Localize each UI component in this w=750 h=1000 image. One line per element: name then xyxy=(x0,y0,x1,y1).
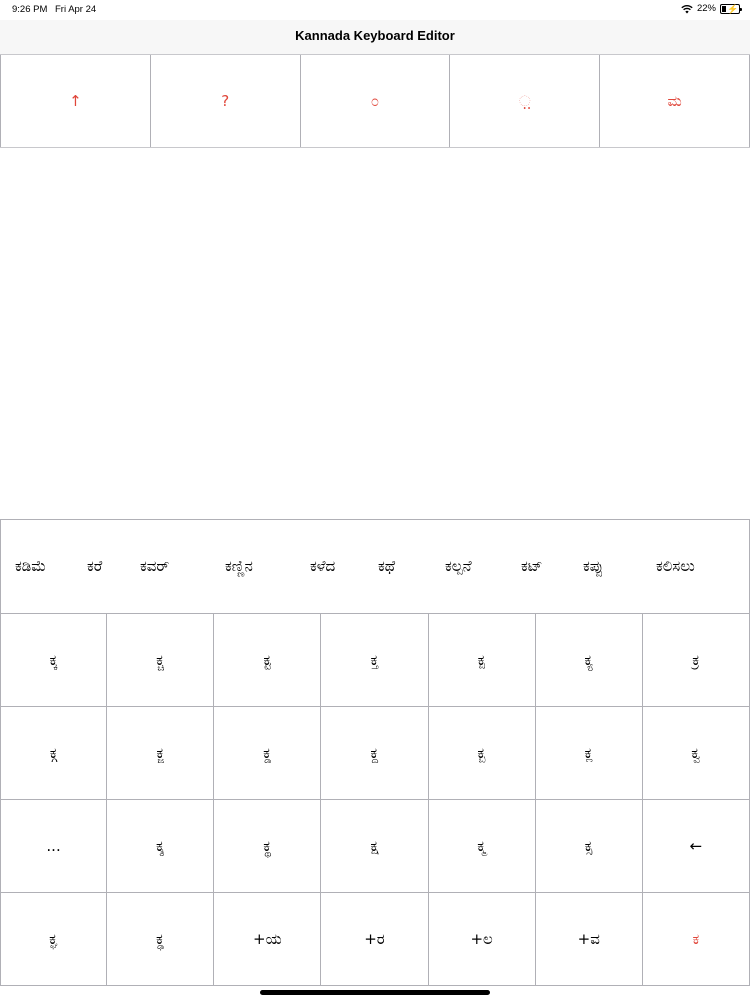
key-kdda[interactable]: ಕ್ಡ xyxy=(214,707,321,800)
nukta-key[interactable]: ಼ xyxy=(449,55,599,147)
suggestion-item[interactable]: ಕಥೆ xyxy=(378,557,396,575)
key-kja[interactable]: ಕ್ಜ xyxy=(107,707,214,800)
key-ktta[interactable]: ಕ್ಟ xyxy=(214,614,321,707)
key-kra[interactable]: ಕ್ರ xyxy=(643,614,750,707)
ma-key[interactable]: ಮ xyxy=(599,55,750,147)
add-ra-key[interactable]: +ರ xyxy=(321,893,428,986)
key-kssa[interactable]: ಕ್ಷ xyxy=(321,800,428,893)
status-bar xyxy=(0,0,750,20)
home-indicator xyxy=(260,990,490,995)
text-editor-area[interactable] xyxy=(0,148,750,519)
suggestion-item[interactable]: ಕಡಿಮೆ xyxy=(15,557,47,575)
key-kta[interactable]: ಕ್ತ xyxy=(321,614,428,707)
suggestion-item[interactable]: ಕಲಿಸಲು xyxy=(656,557,695,575)
key-ktha[interactable]: ಕ್ಥ xyxy=(214,800,321,893)
suggestion-item[interactable]: ಕಳೆದ xyxy=(310,557,336,575)
top-key-row xyxy=(0,54,750,148)
add-ya-key[interactable]: +ಯ xyxy=(214,893,321,986)
suggestion-item[interactable]: ಕರೆ xyxy=(87,557,103,575)
base-ka-key[interactable]: ಕ xyxy=(643,893,750,986)
status-right xyxy=(681,3,740,14)
add-va-key[interactable]: +ವ xyxy=(536,893,643,986)
key-ksha[interactable]: ಕ್ಶ xyxy=(107,800,214,893)
key-kla[interactable]: ಕ್ಲ xyxy=(536,707,643,800)
status-date: Fri Apr 24 xyxy=(55,4,97,15)
suggestion-item[interactable]: ಕಪ್ಪು xyxy=(583,557,604,575)
key-kpa[interactable]: ಕ್ಪ xyxy=(429,614,536,707)
suggestion-item[interactable]: ಕವರ್ xyxy=(140,557,170,575)
key-kca[interactable]: ಕ್ಚ xyxy=(107,614,214,707)
key-kba[interactable]: ಕ್ಬ xyxy=(429,707,536,800)
add-la-key[interactable]: +ಲ xyxy=(429,893,536,986)
navigation-bar xyxy=(0,20,750,54)
key-kya[interactable]: ಕ್ಯ xyxy=(536,614,643,707)
key-kka[interactable]: ಕ್ಕ xyxy=(0,614,107,707)
suggestion-item[interactable]: ಕಣ್ಣಿನ xyxy=(225,557,253,575)
battery-charging-icon: ⚡ xyxy=(720,4,740,14)
key-kddha[interactable]: ಕ್ಢ xyxy=(107,893,214,986)
key-kma[interactable]: ಕ್ಮ xyxy=(429,800,536,893)
suggestion-item[interactable]: ಕಟ್ xyxy=(521,557,543,575)
question-key[interactable]: ? xyxy=(150,55,300,147)
key-kda[interactable]: ಕ್ದ xyxy=(321,707,428,800)
key-kga[interactable]: ಕ್ಗ xyxy=(0,707,107,800)
shift-key[interactable]: ↑ xyxy=(0,55,150,147)
more-key[interactable]: ... xyxy=(0,800,107,893)
key-ksa[interactable]: ಕ್ಸ xyxy=(536,800,643,893)
wifi-icon xyxy=(681,4,693,14)
page-title: Kannada Keyboard Editor xyxy=(295,28,455,43)
suggestion-bar xyxy=(0,519,750,613)
suggestion-item[interactable]: ಕಲ್ಪನೆ xyxy=(445,557,472,575)
key-kgha[interactable]: ಕ್ಘ xyxy=(0,893,107,986)
backspace-key[interactable]: ← xyxy=(643,800,750,893)
keyboard-grid xyxy=(0,613,750,986)
status-time: 9:26 PM xyxy=(12,4,48,15)
battery-percent: 22% xyxy=(696,3,716,14)
key-kva[interactable]: ಕ್ವ xyxy=(643,707,750,800)
zero-key[interactable]: ೦ xyxy=(300,55,450,147)
